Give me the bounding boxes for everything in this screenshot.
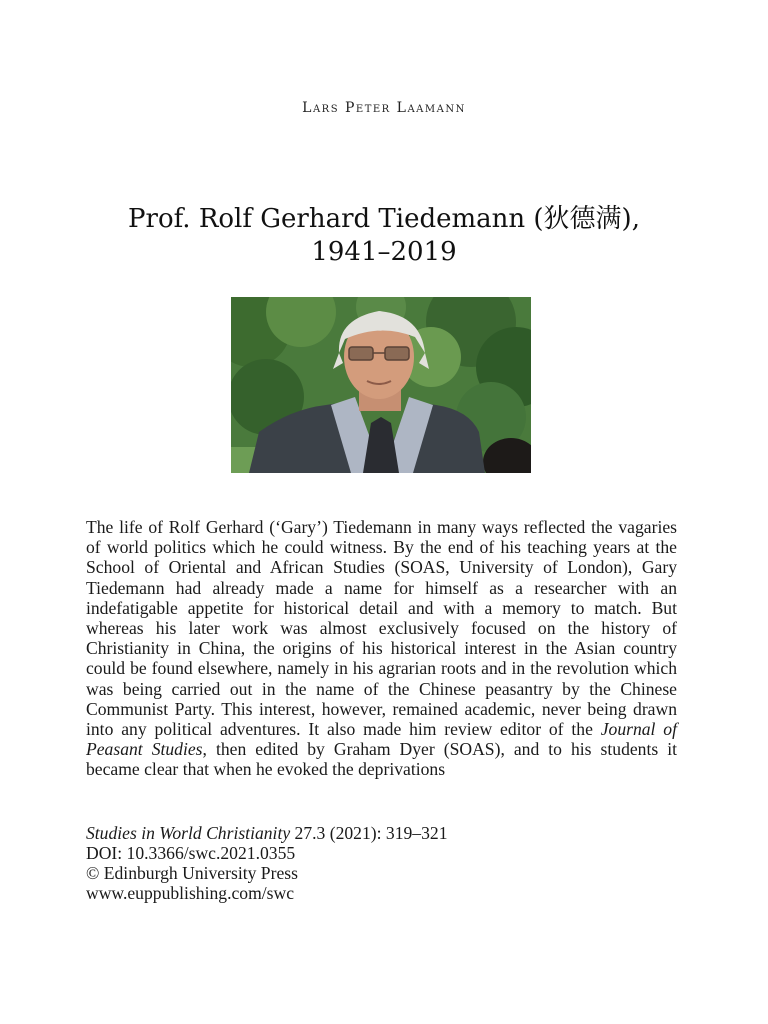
citation-details: 27.3 (2021): 319–321 [290,823,448,843]
body-paragraph [86,517,677,780]
author-name: Lars Peter Laamann [302,100,466,116]
title-line-1: Prof. Rolf Gerhard Tiedemann (狄德满), [128,204,640,234]
portrait-photo [231,297,531,473]
body-text-part-1: The life of Rolf Gerhard (‘Gary’) Tiedemann in many ways reflected the vagaries of world politics which he could witness. By the end of his teaching years at the School of Oriental and African Studies (SOAS, University of London), Gary Tiedemann had already made a name for himself as a researcher with an indefatigable appetite for historical detail and with a memory to match. But whereas his later work was almost exclusively focused on the history of Christianity in China, the origins of his historical interest in the Asian country could be found elsewhere, namely in his agrarian roots and in the revolution which was being carried out in the name of the Chinese peasantry by the Chinese Communist Party. This interest, however, remained academic, never being drawn into any political adventures. It also made him review editor of the [86,517,677,740]
journal-title: Journal of Peasant Studies [86,719,677,760]
citation-url: www.euppublishing.com/swc [86,883,295,903]
citation-line [86,823,606,843]
citation-doi: DOI: 10.3366/swc.2021.0355 [86,843,296,863]
citation-block [86,823,606,903]
article-body [86,517,677,780]
body-text-part-2: , then edited by Graham Dyer (SOAS), and to his students it became clear that when he evoked the deprivations [86,739,677,780]
article-title [60,203,708,269]
title-line-2: 1941–2019 [311,237,457,267]
citation-journal: Studies in World Christianity [86,823,291,843]
citation-copyright: © Edinburgh University Press [86,863,298,883]
